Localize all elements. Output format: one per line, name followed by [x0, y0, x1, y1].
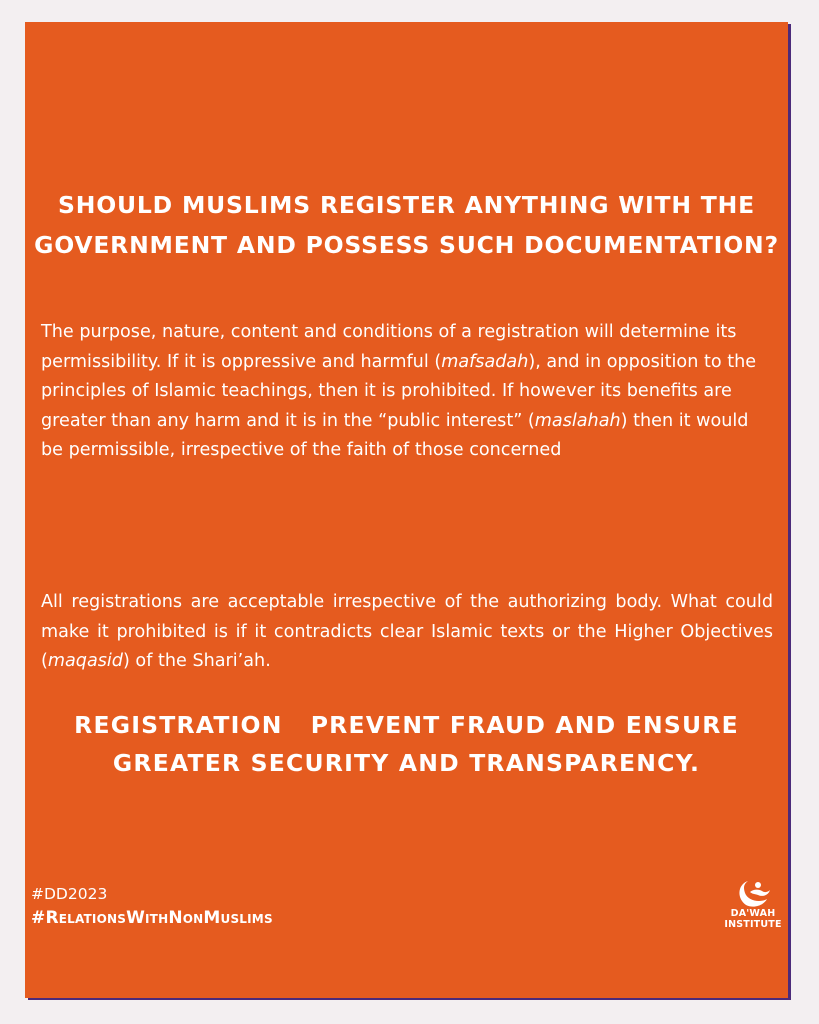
hashtag-dd2023: #DD2023 [31, 885, 108, 903]
term-maqasid: maqasid [47, 651, 123, 672]
paragraph-permissibility [41, 318, 773, 466]
term-mafsadah: mafsadah [441, 351, 529, 372]
hashtag-relations: #RelationsWithNonMuslims [31, 908, 273, 928]
paragraph-registrations [41, 588, 773, 677]
dawah-institute-logo [717, 878, 789, 930]
logo-text-dawah: DA'WAH [730, 908, 776, 919]
logo-text-institute: INSTITUTE [724, 919, 782, 930]
crescent-figure-icon [734, 878, 772, 908]
paragraph-text: The purpose, nature, content and conditions of a registration will determine its permissibility. If it is oppressive and harmful ( [41, 322, 737, 372]
paragraph-text: All registrations are acceptable irrespective of the authorizing body. What could make it prohibited is if it contradicts clear Islamic texts or the Higher Objectives ( [41, 592, 773, 672]
term-maslahah: maslahah [534, 410, 621, 431]
post-card [25, 22, 788, 998]
highlight-statement: REGISTRATION PREVENT FRAUD AND ENSURE GREATER SECURITY AND TRANSPARENCY. [74, 711, 749, 777]
paragraph-text: ) of the Shari’ah. [122, 651, 271, 672]
paragraph-text: ) then it would be permissible, irrespective of the faith of those concerned [41, 410, 749, 461]
hashtags [31, 882, 273, 930]
post-title: SHOULD MUSLIMS REGISTER ANYTHING WITH THE GOVERNMENT AND POSSESS SUCH DOCUMENTATION? [34, 191, 779, 259]
paragraph-text: ), and in opposition to the principles of Islamic teachings, then it is prohibited. If however its benefits are greater than any harm and it is in the “public interest” ( [41, 351, 757, 431]
